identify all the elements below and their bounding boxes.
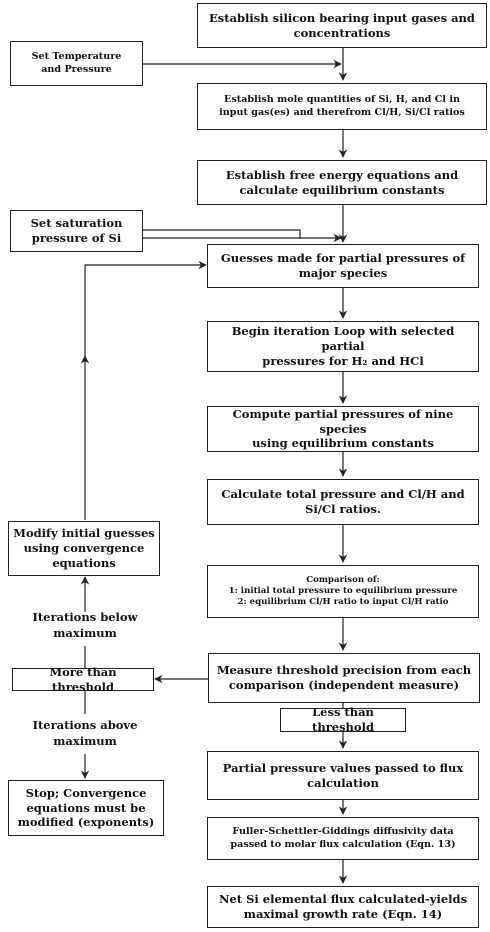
set-temperature-pressure: Set Temperature and Pressure [10, 41, 143, 86]
step-total-pressure: Calculate total pressure and Cl/H and Si/Cl ratios. [207, 479, 479, 525]
step-mole-quantities: Establish mole quantities of Si, H, and Cl in input gas(es) and therefrom Cl/H, Si/Cl ratios [197, 83, 487, 130]
iterations-below-label: Iterations below maximum [32, 610, 138, 640]
step-compute-partial: Compute partial pressures of nine species using equilibrium constants [207, 406, 479, 452]
step-establish-gases: Establish silicon bearing input gases and concentrations [197, 3, 487, 48]
set-saturation-pressure: Set saturation pressure of Si [10, 210, 143, 252]
step-measure-threshold: Measure threshold precision from each comparison (independent measure) [208, 653, 480, 703]
less-than-threshold: Less than threshold [280, 708, 406, 732]
modify-guesses: Modify initial guesses using convergence equations [8, 521, 160, 576]
iterations-above-label: Iterations above maximum [32, 718, 138, 748]
more-than-threshold: More than threshold [12, 668, 154, 691]
loop-back-line [85, 265, 206, 520]
step-free-energy: Establish free energy equations and calculate equilibrium constants [197, 160, 487, 205]
step-partial-to-flux: Partial pressure values passed to flux calculation [207, 751, 479, 800]
step-fuller-diffusivity: Fuller-Schettler-Giddings diffusivity data passed to molar flux calculation (Eqn. 13) [207, 817, 479, 860]
step-comparison: Comparison of: 1: initial total pressure to equilibrium pressure 2: equilibrium Cl/H ratio to input Cl/H ratio [207, 565, 479, 618]
stop-convergence: Stop; Convergence equations must be modified (exponents) [8, 780, 164, 836]
step-net-flux: Net Si elemental flux calculated-yields maximal growth rate (Eqn. 14) [207, 886, 479, 928]
step-begin-iteration: Begin iteration Loop with selected partial pressures for H₂ and HCl [207, 321, 479, 372]
step-guesses: Guesses made for partial pressures of major species [207, 244, 479, 288]
